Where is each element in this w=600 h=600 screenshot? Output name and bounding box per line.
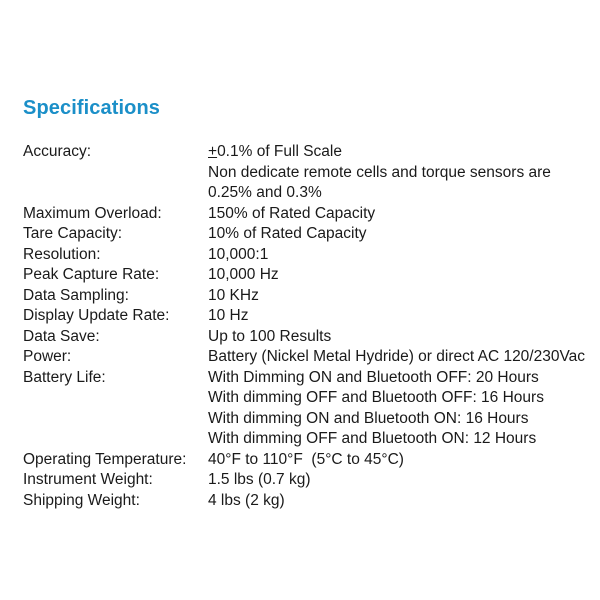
spec-value: Up to 100 Results xyxy=(208,327,332,345)
spec-row-display-update-rate xyxy=(23,306,585,327)
spec-label: Power: xyxy=(23,348,72,365)
spec-value: Battery (Nickel Metal Hydride) or direct AC 120/230Vac xyxy=(208,348,586,365)
spec-value: 150% of Rated Capacity xyxy=(208,204,376,222)
spec-row-battery-life xyxy=(23,368,585,450)
spec-label: Peak Capture Rate: xyxy=(23,266,160,283)
spec-row-instrument-weight xyxy=(23,470,585,491)
spec-label: Maximum Overload: xyxy=(23,204,162,222)
spec-row-accuracy xyxy=(23,142,585,204)
spec-row-operating-temperature xyxy=(23,450,585,471)
spec-label: Operating Temperature: xyxy=(23,450,187,468)
spec-row-power xyxy=(23,347,585,368)
spec-label: Battery Life: xyxy=(23,368,106,386)
spec-row-peak-capture-rate xyxy=(23,265,585,286)
spec-row-data-sampling xyxy=(23,286,585,307)
spec-label: Accuracy: xyxy=(23,143,92,160)
plus-minus-symbol: + xyxy=(208,143,218,160)
page-title: Specifications xyxy=(23,97,160,119)
spec-row-maximum-overload xyxy=(23,204,585,225)
spec-label: Tare Capacity: xyxy=(23,225,123,242)
spec-label: Data Save: xyxy=(23,327,100,345)
spec-row-data-save xyxy=(23,327,585,348)
spec-row-tare-capacity xyxy=(23,224,585,245)
spec-value: With Dimming ON and Bluetooth OFF: 20 Hours With dimming OFF and Bluetooth OFF: 16 Hours With dimming ON and Bluetooth ON: 16 Hours With dimming OFF and Bluetooth ON: 12 Hours xyxy=(208,368,544,447)
spec-label: Data Sampling: xyxy=(23,286,129,304)
spec-value: 40°F to 110°F (5°C to 45°C) xyxy=(208,450,404,468)
spec-value: 4 lbs (2 kg) xyxy=(208,491,285,509)
spec-row-resolution xyxy=(23,245,585,266)
spec-label: Display Update Rate: xyxy=(23,307,170,324)
spec-value: 10,000:1 xyxy=(208,245,269,263)
spec-row-shipping-weight xyxy=(23,491,585,512)
spec-value: 10 Hz xyxy=(208,307,249,324)
spec-value: 1.5 lbs (0.7 kg) xyxy=(208,471,311,488)
spec-label: Resolution: xyxy=(23,245,101,263)
spec-value: 10,000 Hz xyxy=(208,266,279,283)
spec-value: 10 KHz xyxy=(208,286,259,304)
spec-value: 10% of Rated Capacity xyxy=(208,225,367,242)
specifications-list xyxy=(23,142,585,511)
spec-label: Shipping Weight: xyxy=(23,491,140,509)
spec-label: Instrument Weight: xyxy=(23,471,153,488)
spec-value: +0.1% of Full Scale Non dedicate remote cells and torque sensors are 0.25% and 0.3% xyxy=(208,143,551,201)
